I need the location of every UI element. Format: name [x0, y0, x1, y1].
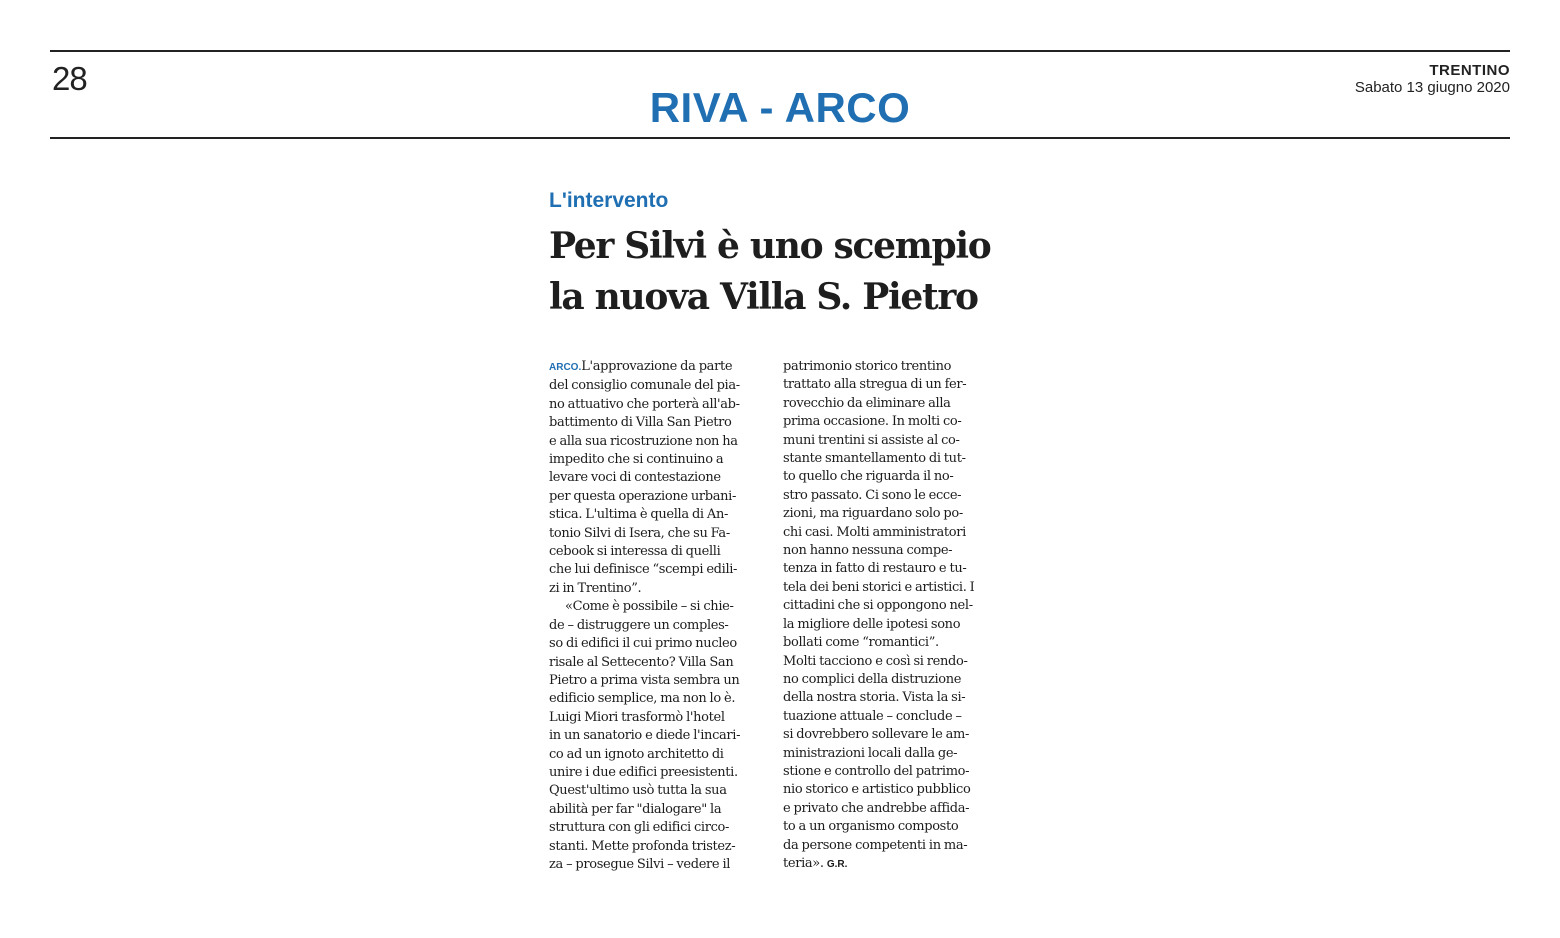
text-line: tuazione attuale – conclude – — [783, 708, 962, 724]
text-line: cittadini che si oppongono nel- — [783, 598, 973, 614]
text-line: za – prosegue Silvi – vedere il — [549, 856, 731, 872]
text-line: ARCO.L'approvazione da parte — [549, 359, 733, 374]
text-line: muni trentini si assiste al co- — [783, 432, 960, 448]
text-line: patrimonio storico trentino — [783, 359, 952, 374]
text-line: stanti. Mette profonda tristez- — [549, 838, 736, 854]
text-line: tenza in fatto di restauro e tu- — [783, 561, 967, 577]
text-line: «Come è possibile – si chie- — [565, 599, 734, 615]
article-kicker: L'intervento — [549, 189, 669, 212]
text-line: stione e controllo del patrimo- — [783, 763, 970, 779]
text-line: zi in Trentino”. — [549, 580, 642, 596]
text-line: la migliore delle ipotesi sono — [783, 616, 961, 632]
top-rule — [50, 50, 1510, 52]
text-line: e alla sua ricostruzione non ha — [549, 433, 738, 449]
text-line: prima occasione. In molti co- — [783, 414, 962, 430]
text-line: edificio semplice, ma non lo è. — [549, 691, 736, 707]
text-line: battimento di Villa San Pietro — [549, 415, 732, 431]
text-line: co ad un ignoto architetto di — [549, 746, 724, 762]
text-line: cebook si interessa di quelli — [549, 544, 721, 560]
text-line: si dovrebbero sollevare le am- — [783, 727, 970, 743]
text-line: stro passato. Ci sono le ecce- — [783, 487, 962, 503]
issue-date: Sabato 13 giugno 2020 — [1354, 79, 1510, 96]
text-line: per questa operazione urbani- — [549, 488, 736, 504]
page-number: 28 — [52, 60, 87, 97]
text-line: zioni, ma riguardano solo po- — [783, 506, 963, 522]
paper-name: TRENTINO — [1429, 62, 1510, 79]
text-line: stica. L'ultima è quella di An- — [549, 507, 729, 523]
text-line: da persone competenti in ma- — [783, 837, 968, 853]
text-line: impedito che si continuino a — [549, 452, 724, 468]
text-line: struttura con gli edifici circo- — [549, 820, 730, 836]
text-line: de – distruggere un comples- — [549, 617, 729, 633]
headline-line: Per Silvi è uno scempio — [549, 225, 991, 267]
section-title: RIVA - ARCO — [649, 84, 911, 131]
text-line: del consiglio comunale del pia- — [549, 378, 740, 394]
text-line: unire i due edifici preesistenti. — [549, 764, 738, 780]
text-line: abilità per far "dialogare" la — [549, 801, 722, 817]
text-line: non hanno nessuna compe- — [783, 543, 953, 559]
text-line: Pietro a prima vista sembra un — [549, 672, 740, 688]
author-initials: G.R. — [826, 858, 848, 870]
text-line: in un sanatorio e diede l'incari- — [549, 728, 741, 744]
masthead — [1355, 62, 1510, 96]
text-line: to quello che riguarda il no- — [783, 469, 954, 485]
text-line: della nostra storia. Vista la si- — [783, 690, 966, 706]
text-line: so di edifici il cui primo nucleo — [549, 636, 737, 652]
text-line: tonio Silvi di Isera, che su Fa- — [549, 525, 730, 541]
text-line: no complici della distruzione — [783, 671, 962, 687]
text-line: ministrazioni locali dalla ge- — [783, 745, 958, 761]
article-column-1 — [549, 358, 764, 874]
text-line: teria». G.R. — [783, 855, 848, 871]
text-line: to a un organismo composto — [783, 819, 959, 835]
text-line: tela dei beni storici e artistici. I — [783, 579, 975, 595]
text-line: e privato che andrebbe affida- — [783, 800, 970, 816]
headline-line: la nuova Villa S. Pietro — [549, 276, 978, 318]
article-headline — [549, 221, 1019, 323]
text-line: risale al Settecento? Villa San — [549, 654, 734, 670]
text-line: levare voci di contestazione — [549, 470, 721, 486]
text-line: Quest'ultimo usò tutta la sua — [549, 783, 727, 799]
text-line: stante smantellamento di tut- — [783, 451, 966, 467]
header-rule — [50, 137, 1510, 139]
text-line: trattato alla stregua di un fer- — [783, 377, 967, 393]
article-column-2 — [783, 358, 998, 874]
text-line: chi casi. Molti amministratori — [783, 524, 966, 540]
text-line: nio storico e artistico pubblico — [783, 782, 971, 798]
text-line: Luigi Miori trasformò l'hotel — [549, 709, 725, 725]
dateline: ARCO. — [549, 362, 582, 373]
text-line: rovecchio da eliminare alla — [783, 395, 951, 411]
text-line: no attuativo che porterà all'ab- — [549, 396, 740, 412]
text-line: che lui definisce “scempi edili- — [549, 562, 738, 578]
text-line: bollati come “romantici”. — [783, 635, 939, 651]
text-line: Molti tacciono e così si rendo- — [783, 653, 968, 669]
